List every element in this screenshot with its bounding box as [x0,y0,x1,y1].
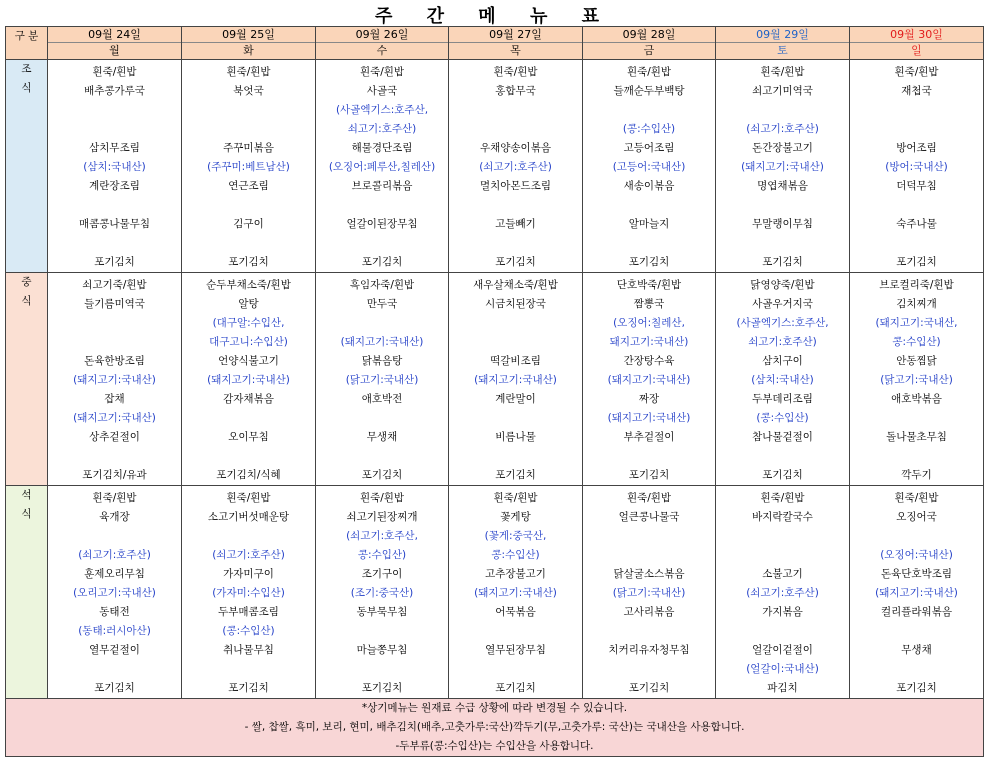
origin-note: 쇠고기:호주산) [347,123,417,135]
origin-note: (돼지고기:국내산) [474,587,557,599]
menu-item: 포기김치 [361,256,403,268]
menu-item: 어묵볶음 [495,606,536,618]
menu-item: 북엇국 [233,85,264,97]
origin-note: (쇠고기:호주산, [346,530,418,542]
day-header [583,27,716,60]
meal-label-text: 조식 [21,63,32,94]
menu-item [583,527,715,546]
menu-item: 만두국 [366,298,398,310]
menu-item: 닭살굴소스볶음 [613,568,685,580]
menu-item [850,120,983,139]
menu-item: 흰죽/흰밥 [894,66,939,78]
menu-cell [716,486,850,699]
menu-item: 안동찜닭 [896,355,937,367]
menu-item [583,234,715,253]
menu-item: 시금치된장국 [485,298,546,310]
menu-item: 연근조림 [228,180,269,192]
menu-item: 참나물겉절이 [752,431,813,443]
menu-item: 바지락칼국수 [752,511,813,523]
origin-note: (닭고기:국내산) [345,374,419,386]
menu-item: 열무된장무침 [485,644,546,656]
menu-item [316,622,448,641]
menu-cell [182,273,316,486]
menu-item [182,447,315,466]
menu-item: 잡채 [104,393,125,405]
menu-item: 얼갈이겉절이 [752,644,813,656]
menu-item: 짬뽕국 [633,298,665,310]
day-header [182,27,316,60]
origin-note: (조기:중국산) [350,587,414,599]
menu-item: 육개장 [99,511,130,523]
menu-cell [583,60,716,273]
menu-item: 흰죽/흰밥 [626,492,672,504]
menu-item: 알탕 [238,298,259,310]
menu-item [316,234,448,253]
menu-item [583,622,715,641]
lunch-row [6,273,984,486]
menu-item: 흰죽/흰밥 [92,66,137,78]
menu-item [48,101,181,120]
menu-item: 새우살채소죽/흰밥 [473,279,558,291]
menu-item: 배추콩가루국 [84,85,145,97]
menu-item: 삼치무조림 [89,142,140,154]
menu-item [316,196,448,215]
origin-note: (쇠고기:호주산) [479,161,552,173]
origin-note: (얼갈이:국내산) [746,663,819,675]
origin-note: (대구알:수입산, [212,317,285,329]
menu-item [850,447,983,466]
menu-item [583,101,715,120]
menu-item [316,409,448,428]
weekday-label: 수 [316,42,448,59]
menu-item: 해물경단조림 [351,142,413,154]
date-label: 09월 25일 [222,28,275,41]
menu-cell [48,60,182,273]
menu-item: 브로콜리볶음 [351,180,413,192]
menu-item [583,196,715,215]
menu-item: 포기김치 [94,256,135,268]
date-label: 09월 26일 [355,28,409,41]
menu-cell [449,486,583,699]
menu-item [48,314,181,333]
menu-item: 상추겉절이 [89,431,140,443]
menu-item: 언양식불고기 [218,355,279,367]
meal-label-text: 석식 [21,489,32,520]
menu-item: 무생채 [366,431,398,443]
menu-item [316,314,448,333]
header-row [6,27,984,60]
menu-cell [583,486,716,699]
menu-item: 숙주나물 [896,218,937,230]
menu-item: 감자채볶음 [223,393,274,405]
meal-label [6,273,48,486]
origin-note: (사골엑기스:호주산, [736,317,829,329]
menu-item: 재첩국 [901,85,932,97]
weekday-label: 화 [182,42,315,59]
menu-item [316,447,448,466]
menu-item: 고등어조림 [623,142,675,154]
menu-item: 우채양송이볶음 [479,142,551,154]
origin-note: (고등어:국내산) [612,161,686,173]
day-header [316,27,449,60]
menu-item: 소고기버섯매운탕 [207,511,290,523]
menu-item: 계란장조림 [89,180,140,192]
day-header-saturday [716,27,850,60]
origin-note: (오징어:국내산) [880,549,953,561]
origin-note: (삼치:국내산) [751,374,814,386]
menu-item: 조기구이 [361,568,403,580]
day-header [449,27,583,60]
note-line: - 쌀, 찹쌀, 흑미, 보리, 현미, 배추김치(배추,고춧가루:국산)깍두기(무,고춧가루: 국산)는 국내산을 사용합니다. [244,721,745,733]
origin-note: (오징어:페루산,칠레산) [328,161,436,173]
menu-item [583,546,715,565]
menu-item: 꽃게탕 [500,511,531,523]
menu-item: 포기김치 [495,469,536,481]
menu-item [850,101,983,120]
menu-item: 돈간장불고기 [752,142,813,154]
menu-item: 포기김치 [361,682,403,694]
menu-item: 흰죽/흰밥 [92,492,137,504]
menu-cell [716,60,850,273]
menu-item [182,660,315,679]
meal-label [6,60,48,273]
menu-item: 오이무침 [228,431,269,443]
menu-item [48,447,181,466]
menu-item: 주꾸미볶음 [223,142,274,154]
menu-item: 애호박전 [361,393,403,405]
meal-label-text: 중식 [21,276,32,307]
menu-item: 돈육한방조림 [84,355,145,367]
menu-item: 흰죽/흰밥 [493,66,538,78]
menu-item: 동부묵무침 [356,606,408,618]
menu-item [449,447,582,466]
menu-cell [316,60,449,273]
origin-note: (동태:러시아산) [78,625,151,637]
menu-item: 고들빼기 [495,218,536,230]
origin-note: (주꾸미:베트남산) [207,161,290,173]
origin-note: (쇠고기:호주산) [746,587,819,599]
menu-item: 동태전 [99,606,130,618]
menu-cell [316,486,449,699]
menu-item: 두부데리조림 [752,393,813,405]
day-header [48,27,182,60]
date-label: 09월 28일 [622,28,676,41]
menu-item [182,101,315,120]
menu-cell [583,273,716,486]
menu-item: 포기김치 [495,682,536,694]
menu-item: 오징어국 [896,511,937,523]
origin-note: (돼지고기:국내산) [474,374,557,386]
origin-note: (오리고기:국내산) [73,587,156,599]
menu-item: 무말랭이무침 [752,218,813,230]
origin-note: (가자미:수입산) [212,587,285,599]
weekday-label: 일 [850,42,983,59]
origin-note: (돼지고기:국내산) [73,374,156,386]
menu-item: 포기김치/유과 [82,469,147,481]
menu-item: 사골국 [366,85,398,97]
menu-item: 파김치 [767,682,798,694]
origin-note: (돼지고기:국내산) [73,412,156,424]
menu-cell [850,486,984,699]
menu-item: 가자미구이 [223,568,274,580]
menu-item [449,234,582,253]
menu-item: 사골우거지국 [752,298,813,310]
meal-label [6,486,48,699]
menu-item: 계란말이 [495,393,536,405]
menu-item [716,447,849,466]
menu-item: 무생채 [901,644,932,656]
weekday-label: 월 [48,42,181,59]
origin-note: (돼지고기:국내산, [875,317,958,329]
menu-item: 포기김치 [762,256,803,268]
origin-note: 대구고니:수입산) [209,336,288,348]
menu-item: 얼큰콩나물국 [618,511,680,523]
menu-item [449,409,582,428]
menu-item: 삼치구이 [762,355,803,367]
origin-note: (닭고기:국내산) [612,587,686,599]
menu-item [850,234,983,253]
menu-item: 고추장불고기 [485,568,546,580]
origin-note: (돼지고기:국내산) [607,412,691,424]
date-label: 09월 24일 [88,28,141,41]
origin-note: (쇠고기:호주산) [78,549,151,561]
menu-item [716,234,849,253]
notes-cell [6,699,984,757]
menu-item: 마늘쫑무침 [356,644,408,656]
menu-item: 포기김치 [628,682,670,694]
menu-item: 멸치아몬드조림 [479,180,551,192]
menu-item [716,101,849,120]
origin-note: (돼지고기:국내산) [340,336,424,348]
menu-cell [449,273,583,486]
menu-item [850,409,983,428]
menu-item [449,101,582,120]
menu-item [316,660,448,679]
menu-item [182,196,315,215]
origin-note: (돼지고기:국내산) [607,374,691,386]
menu-item: 새송이볶음 [623,180,675,192]
menu-item [449,120,582,139]
menu-item [583,447,715,466]
gubun-header: 구 분 [6,27,48,60]
menu-item [850,660,983,679]
date-label: 09월 27일 [489,28,542,41]
menu-item: 방어조림 [896,142,937,154]
menu-item [449,314,582,333]
menu-item: 포기김치/식혜 [216,469,281,481]
menu-item: 얼갈이된장무침 [346,218,418,230]
breakfast-row [6,60,984,273]
menu-item: 애호박볶음 [891,393,942,405]
weekday-label: 금 [583,42,715,59]
menu-item: 가지볶음 [762,606,803,618]
menu-item [182,527,315,546]
menu-item: 흰죽/흰밥 [359,492,405,504]
menu-item: 치커리유자청무침 [608,644,690,656]
menu-item: 포기김치 [361,469,403,481]
menu-item: 쇠고기된장찌개 [346,511,418,523]
origin-note: (오징어:칠레산, [613,317,685,329]
menu-item [449,333,582,352]
menu-item: 취나물무침 [223,644,274,656]
origin-note: 콩:수입산) [491,549,540,561]
menu-cell [850,60,984,273]
menu-item: 브로컬리죽/흰밥 [879,279,954,291]
menu-item: 더덕무침 [896,180,937,192]
menu-item [850,527,983,546]
date-label: 09월 29일 [756,28,809,41]
menu-item: 닭볶음탕 [361,355,403,367]
menu-item: 흰죽/흰밥 [760,492,805,504]
menu-item: 흰죽/흰밥 [493,492,538,504]
menu-item [48,333,181,352]
menu-item: 떡갈비조림 [490,355,541,367]
menu-item: 포기김치 [896,256,937,268]
menu-item: 알마늘지 [628,218,670,230]
menu-item: 간장탕수육 [623,355,675,367]
menu-item: 명엽채볶음 [757,180,808,192]
origin-note: (쇠고기:호주산) [746,123,819,135]
menu-cell [316,273,449,486]
menu-item [850,622,983,641]
menu-item: 비름나물 [495,431,536,443]
menu-item: 포기김치 [228,682,269,694]
origin-note: (콩:수입산) [622,123,676,135]
menu-item: 포기김치 [94,682,135,694]
menu-item [716,622,849,641]
menu-item [48,120,181,139]
menu-item: 포기김치 [228,256,269,268]
origin-note: (방어:국내산) [885,161,948,173]
note-line: *상기메뉴는 원재료 수급 상황에 따라 변경될 수 있습니다. [361,702,628,714]
menu-item [48,196,181,215]
menu-item: 들기름미역국 [84,298,145,310]
menu-item: 깍두기 [901,469,932,481]
menu-item: 훈제오리무침 [84,568,145,580]
menu-item: 돈육단호박조림 [880,568,952,580]
origin-note: (콩:수입산) [222,625,275,637]
menu-cell [48,273,182,486]
origin-note: (사골엑기스:호주산, [335,104,429,116]
menu-item: 흰죽/흰밥 [760,66,805,78]
origin-note: 콩:수입산) [892,336,941,348]
menu-item: 고사리볶음 [623,606,675,618]
origin-note: (돼지고기:국내산) [207,374,290,386]
menu-cell [48,486,182,699]
menu-item: 짜장 [638,393,660,405]
menu-item: 매콤콩나물무침 [78,218,150,230]
menu-item: 흰죽/흰밥 [626,66,672,78]
origin-note: (쇠고기:호주산) [212,549,285,561]
menu-item: 포기김치 [762,469,803,481]
menu-item: 열무겉절이 [89,644,140,656]
menu-item: 흰죽/흰밥 [359,66,405,78]
menu-item: 흰죽/흰밥 [894,492,939,504]
menu-item [583,660,715,679]
menu-item [449,622,582,641]
menu-item [716,527,849,546]
menu-item [716,196,849,215]
menu-item: 두부매콤조림 [218,606,279,618]
menu-item [182,409,315,428]
menu-item: 쇠고기죽/흰밥 [82,279,147,291]
menu-item [850,196,983,215]
origin-note: (닭고기:국내산) [880,374,953,386]
menu-item: 김치찌개 [896,298,937,310]
menu-item: 컬리플라워볶음 [880,606,952,618]
menu-cell [449,60,583,273]
origin-note: (돼지고기:국내산) [875,587,958,599]
menu-item: 포기김치 [628,469,670,481]
menu-item [48,527,181,546]
notes-row [6,699,984,757]
menu-item: 홍합무국 [495,85,536,97]
menu-item: 포기김치 [896,682,937,694]
origin-note: 돼지고기:국내산) [609,336,689,348]
origin-note: (꽃게:중국산, [484,530,547,542]
menu-item: 부추겉절이 [623,431,675,443]
origin-note: (돼지고기:국내산) [741,161,824,173]
menu-cell [850,273,984,486]
date-label: 09월 30일 [890,28,943,41]
origin-note: 콩:수입산) [357,549,407,561]
menu-item: 흰죽/흰밥 [226,492,271,504]
menu-item: 흰죽/흰밥 [226,66,271,78]
origin-note: 쇠고기:호주산) [748,336,817,348]
dinner-row [6,486,984,699]
menu-item [716,546,849,565]
note-line: -두부류(콩:수입산)는 수입산을 사용합니다. [395,740,594,752]
menu-item: 쇠고기미역국 [752,85,813,97]
menu-item: 단호박죽/흰밥 [616,279,682,291]
menu-item: 소불고기 [762,568,803,580]
menu-item: 포기김치 [495,256,536,268]
menu-table [5,26,984,757]
menu-item: 닭영양죽/흰밥 [750,279,815,291]
menu-item: 흑임자죽/흰밥 [349,279,415,291]
menu-item: 들깨순두부백탕 [613,85,685,97]
origin-note: (삼치:국내산) [83,161,146,173]
menu-item [182,234,315,253]
menu-item [449,660,582,679]
menu-item [182,120,315,139]
menu-item [48,660,181,679]
menu-item [48,234,181,253]
origin-note: (콩:수입산) [756,412,809,424]
menu-cell [716,273,850,486]
menu-item: 포기김치 [628,256,670,268]
menu-cell [182,486,316,699]
day-header-sunday [850,27,984,60]
page-title: 주 간 메 뉴 표 [374,6,613,27]
menu-item: 돌나물초무침 [886,431,947,443]
menu-cell [182,60,316,273]
weekday-label: 토 [716,42,849,59]
weekday-label: 목 [449,42,582,59]
menu-item: 김구이 [233,218,264,230]
menu-item [449,196,582,215]
menu-item: 순두부채소죽/흰밥 [206,279,291,291]
